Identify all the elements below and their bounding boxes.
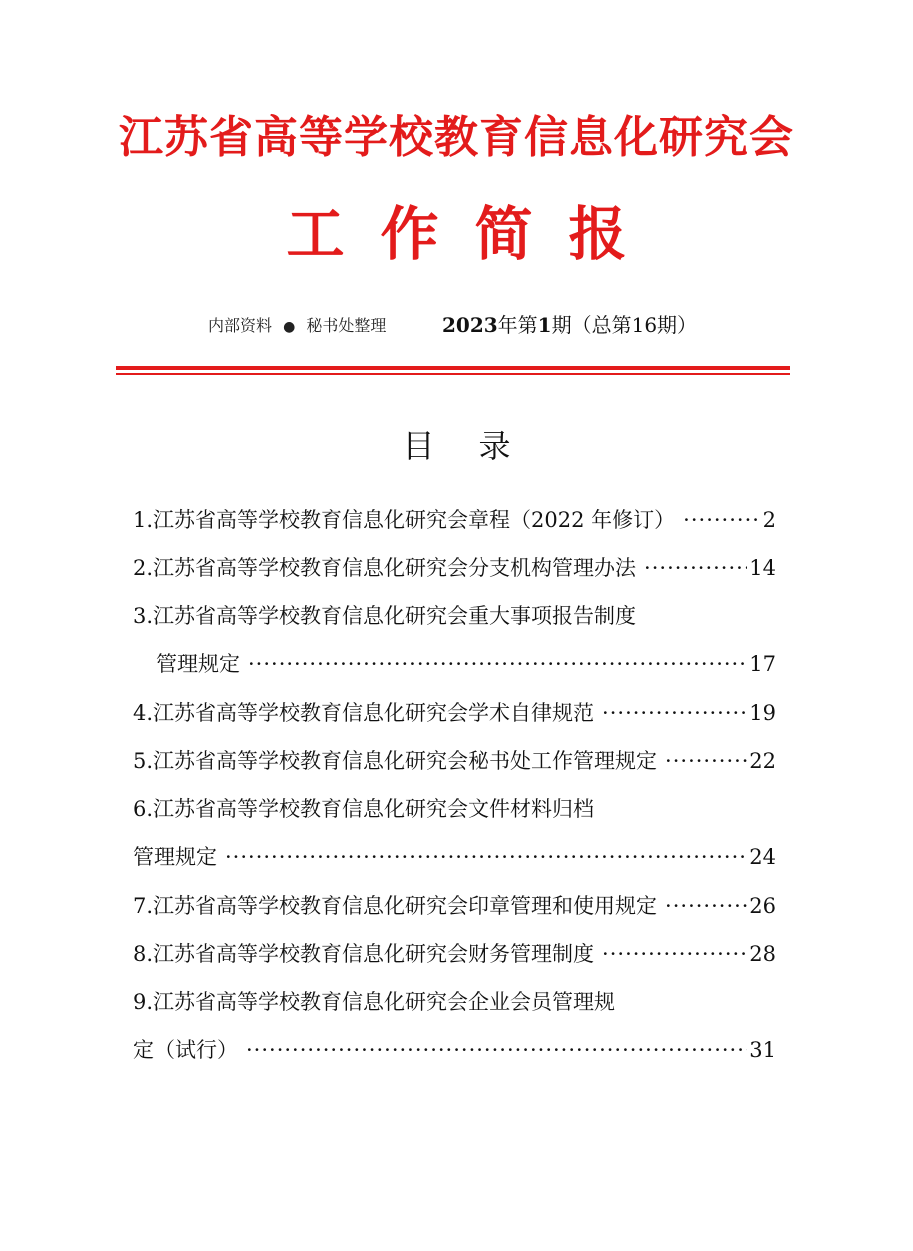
toc-entry-text: 1.江苏省高等学校教育信息化研究会章程（2022 年修订） — [133, 508, 676, 532]
toc-entry-6[interactable] — [133, 793, 776, 825]
toc-entry-8[interactable] — [133, 938, 776, 970]
toc-page-number: 26 — [749, 894, 776, 918]
toc-leader — [225, 841, 747, 873]
toc-entry-text: 9.江苏省高等学校教育信息化研究会企业会员管理规 — [133, 990, 616, 1014]
toc-entry-text: 4.江苏省高等学校教育信息化研究会学术自律规范 — [133, 701, 595, 725]
toc-page-number: 2 — [762, 508, 776, 532]
toc-entry-text: 管理规定 — [133, 845, 217, 869]
secretariat-label: 秘书处整理 — [306, 316, 387, 335]
toc-entry-text: 3.江苏省高等学校教育信息化研究会重大事项报告制度 — [133, 604, 637, 628]
toc-entry-9[interactable] — [133, 986, 776, 1018]
toc-entry-4[interactable] — [133, 697, 776, 729]
bullet-dot-icon: ● — [283, 319, 296, 335]
toc-page-number: 28 — [749, 942, 776, 966]
toc-page-number: 31 — [749, 1038, 776, 1062]
org-title: 江苏省高等学校教育信息化研究会 — [119, 112, 794, 163]
toc-leader — [248, 648, 747, 680]
toc-entry-7[interactable] — [133, 890, 776, 922]
toc-leader — [644, 552, 747, 584]
toc-entry-text: 6.江苏省高等学校教育信息化研究会文件材料归档 — [133, 797, 595, 821]
toc-leader — [683, 504, 760, 536]
toc-page-number: 19 — [749, 701, 776, 725]
toc-leader — [602, 938, 747, 970]
toc-entry-text: 8.江苏省高等学校教育信息化研究会财务管理制度 — [133, 942, 595, 966]
toc-entry-5[interactable] — [133, 745, 776, 777]
issue-total-suffix: 期） — [657, 313, 698, 337]
internal-material-label: 内部资料 — [208, 316, 273, 335]
toc-title: 目录 — [402, 427, 555, 465]
toc-page-number: 24 — [749, 845, 776, 869]
toc-entry-2[interactable] — [133, 552, 776, 584]
toc-entry-text: 管理规定 — [156, 652, 240, 676]
issue-year-suffix: 年第 — [497, 313, 538, 337]
issue-number-suffix: 期（总第 — [551, 313, 632, 337]
issue-year: 2023 — [442, 313, 498, 337]
toc-leader — [602, 697, 747, 729]
toc-entry-text: 2.江苏省高等学校教育信息化研究会分支机构管理办法 — [133, 556, 637, 580]
toc-entry-text: 7.江苏省高等学校教育信息化研究会印章管理和使用规定 — [133, 894, 658, 918]
toc-entry-9-continuation[interactable] — [133, 1034, 776, 1066]
toc-entry-3[interactable] — [133, 600, 776, 632]
toc-leader — [665, 745, 747, 777]
toc-leader — [665, 890, 747, 922]
toc-entry-text: 5.江苏省高等学校教育信息化研究会秘书处工作管理规定 — [133, 749, 658, 773]
toc-page-number: 14 — [749, 556, 776, 580]
toc-page-number: 17 — [749, 652, 776, 676]
toc-entry-text: 定（试行） — [133, 1038, 238, 1062]
issue-number: 1 — [537, 313, 552, 337]
bulletin-title: 工作简报 — [286, 200, 663, 268]
toc-entry-1[interactable] — [133, 504, 776, 536]
issue-total: 16 — [631, 313, 658, 337]
toc-entry-3-continuation[interactable] — [156, 648, 776, 680]
toc-leader — [246, 1034, 747, 1066]
toc-entry-6-continuation[interactable] — [133, 841, 776, 873]
toc-page-number: 22 — [749, 749, 776, 773]
